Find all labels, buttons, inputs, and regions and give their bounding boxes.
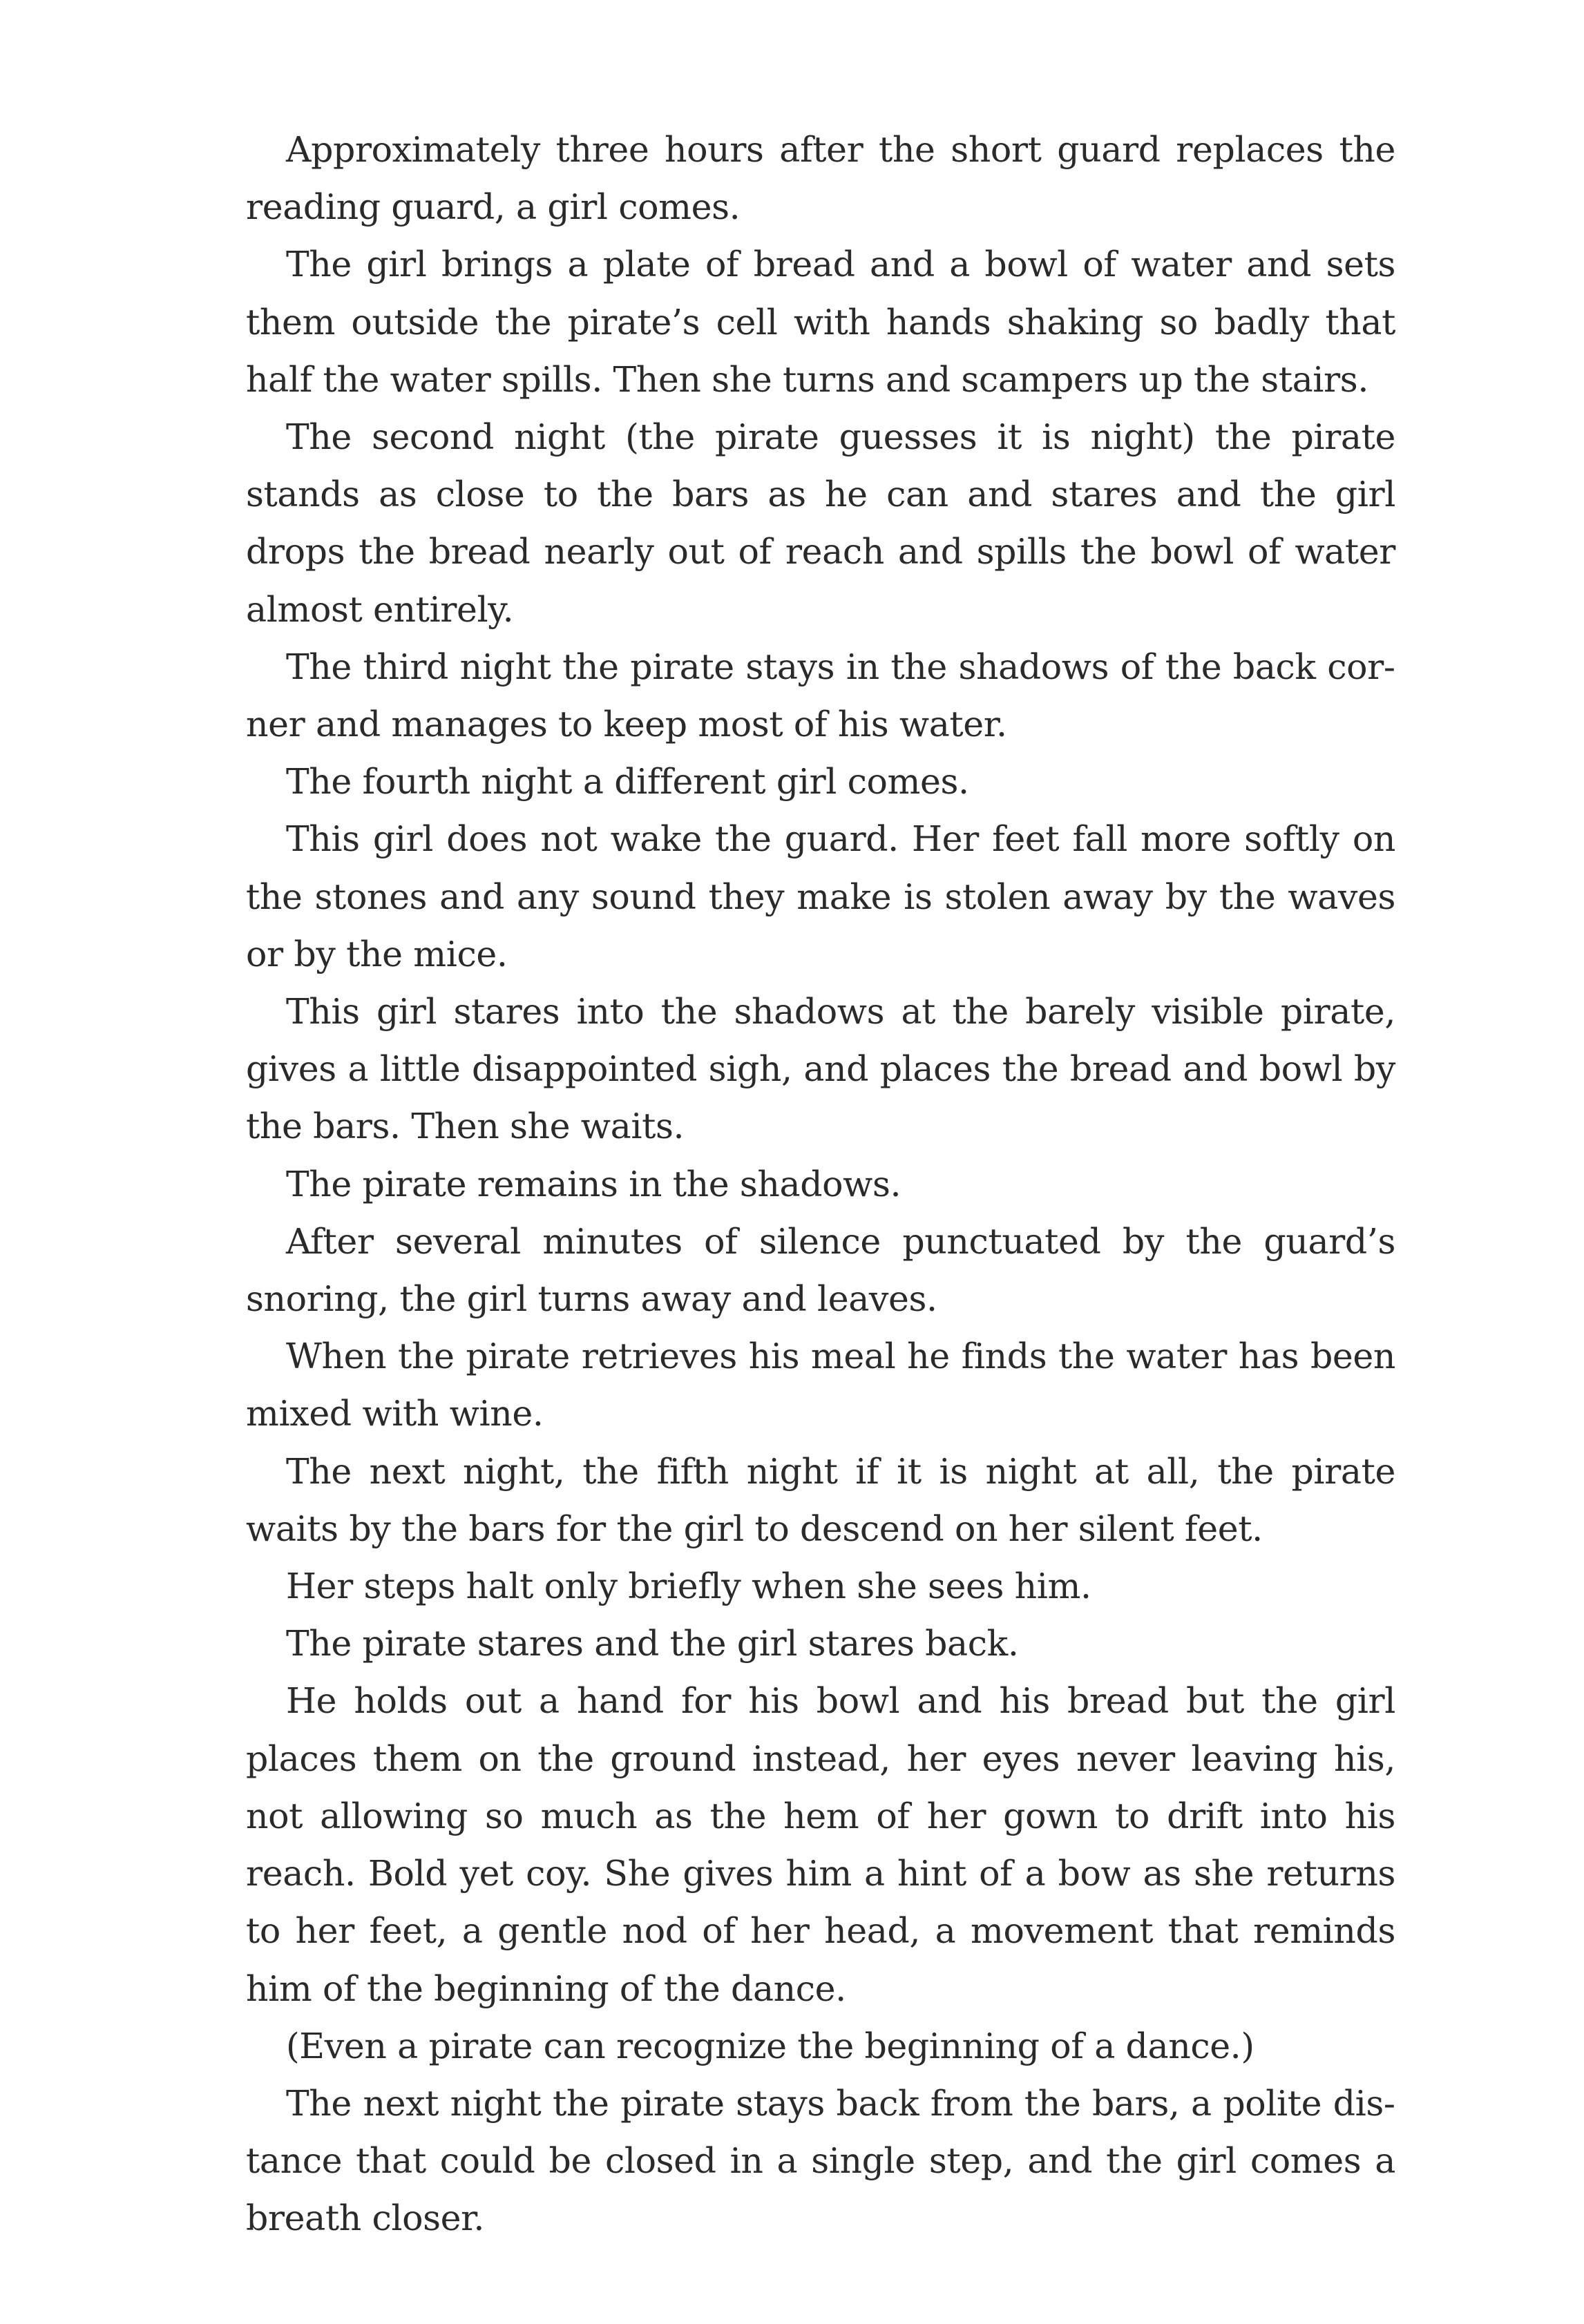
paragraph: (Even a pirate can recognize the beginning of a dance.) [286,2025,1254,2066]
paragraph: The next night the pirate stays back from the bars, a polite distance that could be closed in a single step, and the girl comes a breath closer. [246,2082,1395,2239]
paragraph: When the pirate retrieves his meal he finds the water has been mixed with wine. [246,1336,1395,1434]
paragraph: The third night the pirate stays in the shadows of the back corner and manages to keep most of his water. [246,646,1395,745]
paragraph: The girl brings a plate of bread and a bowl of water and sets them outside the pirate’s cell with hands shaking so badly that half the water spills. Then she turns and scampers up the stairs. [246,244,1395,400]
book-page-text [246,121,1395,2239]
paragraph: The pirate stares and the girl stares back. [286,1623,1019,1664]
paragraph: Her steps halt only briefly when she sees him. [286,1566,1091,1607]
paragraph: Approximately three hours after the short guard replaces the reading guard, a girl comes. [246,129,1395,228]
paragraph: This girl does not wake the guard. Her feet fall more softly on the stones and any sound they make is stolen away by the waves or by the mice. [246,818,1395,974]
paragraph: This girl stares into the shadows at the barely visible pirate, gives a little disappointed sigh, and places the bread and bowl by the bars. Then she waits. [246,991,1395,1147]
paragraph: He holds out a hand for his bowl and his bread but the girl places them on the ground instead, her eyes never leaving his, not allowing so much as the hem of her gown to drift into his reach. Bold yet coy. She gives him a hint of a bow as she returns to her feet, a gentle nod of her head, a movement that reminds him of the beginning of the dance. [246,1680,1395,2009]
paragraph: The pirate remains in the shadows. [286,1163,901,1204]
paragraph: After several minutes of silence punctuated by the guard’s snoring, the girl turns away and leaves. [246,1220,1395,1320]
paragraph: The second night (the pirate guesses it is night) the pirate stands as close to the bars as he can and stares and the girl drops the bread nearly out of reach and spills the bowl of water almost entirely. [246,416,1395,630]
paragraph: The fourth night a different girl comes. [286,761,969,803]
paragraph: The next night, the fifth night if it is night at all, the pirate waits by the bars for the girl to descend on her silent feet. [246,1450,1395,1549]
